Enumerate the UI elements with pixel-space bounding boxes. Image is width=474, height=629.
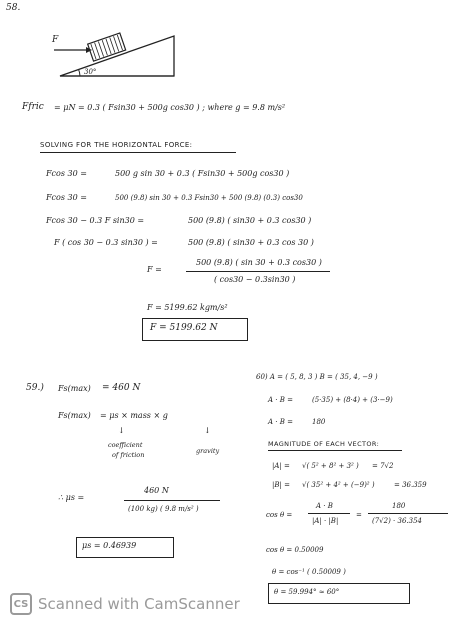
p60-cos-bar2 — [368, 513, 448, 514]
fraction-lhs: F = — [147, 265, 162, 274]
p60-mag-title: MAGNITUDE OF EACH VECTOR: — [268, 440, 380, 448]
p60-cos-den1: |A| · |B| — [312, 517, 339, 525]
p60-cos-result: cos θ = 0.50009 — [266, 546, 324, 554]
p59-denominator: (100 kg) ( 9.8 m/s² ) — [128, 505, 199, 513]
p60-magB-lhs: |B| = — [272, 481, 290, 489]
fraction-bar — [186, 271, 330, 272]
solving-title-underline — [40, 152, 236, 153]
p60-cos-num2: 180 — [392, 502, 406, 510]
page-number: 58. — [6, 3, 21, 13]
p59-fsmax-lhs2: Fs(max) — [58, 411, 91, 420]
p60-cos-eq: = — [356, 511, 362, 519]
p60-dot-result-lhs: A · B = — [268, 418, 293, 426]
p60-cos-lhs: cos θ = — [266, 511, 293, 519]
p59-fsmax-value: = 460 N — [102, 383, 141, 393]
p60-magA-val: = 7√2 — [372, 462, 394, 470]
p59-label: 59.) — [26, 383, 44, 393]
p60-magA-expr: √( 5² + 8² + 3² ) — [302, 462, 359, 470]
p60-mag-underline — [268, 450, 402, 451]
block — [88, 33, 126, 61]
p59-fraction-bar — [124, 500, 220, 501]
angle-label: 30° — [84, 68, 97, 76]
step-1-rhs: 500 g sin 30 + 0.3 ( Fsin30 + 500g cos30 ) — [115, 169, 290, 178]
p59-therefore: ∴ μs = — [58, 493, 85, 502]
camscanner-logo-icon: CS — [10, 593, 32, 615]
p60-cos-num1: A · B — [316, 502, 333, 510]
p60-magB-expr: √( 35² + 4² + (−9)² ) — [302, 481, 375, 489]
p59-coef-line2: of friction — [112, 451, 145, 459]
p60-magA-lhs: |A| = — [272, 462, 290, 470]
p60-cos-den2: (7√2) · 36.354 — [372, 517, 422, 525]
watermark-text: Scanned with CamScanner — [38, 595, 240, 613]
step-3-lhs: Fcos 30 − 0.3 F sin30 = — [46, 216, 145, 225]
p60-dot-result: 180 — [312, 418, 326, 426]
p59-numerator: 460 N — [144, 486, 169, 495]
force-label: F — [52, 35, 59, 45]
friction-lhs: Ffric — [22, 102, 44, 112]
result-boxed: F = 5199.62 N — [150, 323, 218, 333]
friction-equation: = μN = 0.3 ( Fsin30 + 500g cos30 ) ; where g = 9.8 m/s² — [54, 103, 286, 112]
p60-theta-final: θ = 59.994° ≈ 60° — [274, 588, 340, 596]
p60-cos-bar1 — [308, 513, 350, 514]
p59-fsmax-lhs: Fs(max) — [58, 384, 91, 393]
result-units: F = 5199.62 kgm/s² — [147, 303, 228, 312]
p60-magB-val: = 36.359 — [394, 481, 427, 489]
p59-arrow-left: ↓ — [118, 426, 125, 435]
camscanner-watermark — [10, 593, 240, 615]
angle-arc — [79, 70, 80, 77]
step-2-lhs: Fcos 30 = — [46, 193, 87, 202]
step-1-lhs: Fcos 30 = — [46, 169, 87, 178]
p59-arrow-right: ↓ — [204, 426, 211, 435]
fraction-denominator: ( cos30 − 0.3sin30 ) — [214, 275, 296, 284]
p59-coef-line1: coefficient — [108, 441, 143, 449]
p60-header: 60) A = ( 5, 8, 3 ) B = ( 35, 4, −9 ) — [256, 373, 378, 381]
p59-answer: μs = 0.46939 — [82, 541, 137, 550]
step-4-rhs: 500 (9.8) ( sin30 + 0.3 cos 30 ) — [188, 238, 314, 247]
step-3-rhs: 500 (9.8) ( sin30 + 0.3 cos30 ) — [188, 216, 312, 225]
solving-title: SOLVING FOR THE HORIZONTAL FORCE: — [40, 141, 193, 149]
p60-theta-line: θ = cos⁻¹ ( 0.50009 ) — [272, 568, 346, 576]
incline-diagram — [40, 18, 180, 84]
p60-dot-rhs: (5·35) + (8·4) + (3·−9) — [312, 396, 393, 404]
fraction-numerator: 500 (9.8) ( sin 30 + 0.3 cos30 ) — [196, 258, 322, 267]
p59-gravity: gravity — [196, 447, 220, 455]
step-4-lhs: F ( cos 30 − 0.3 sin30 ) = — [54, 238, 158, 247]
p60-dot-lhs: A · B = — [268, 396, 293, 404]
p59-formula: = μs × mass × g — [100, 411, 168, 420]
step-2-rhs: 500 (9.8) sin 30 + 0.3 Fsin30 + 500 (9.8) (0.3) cos30 — [115, 194, 303, 202]
